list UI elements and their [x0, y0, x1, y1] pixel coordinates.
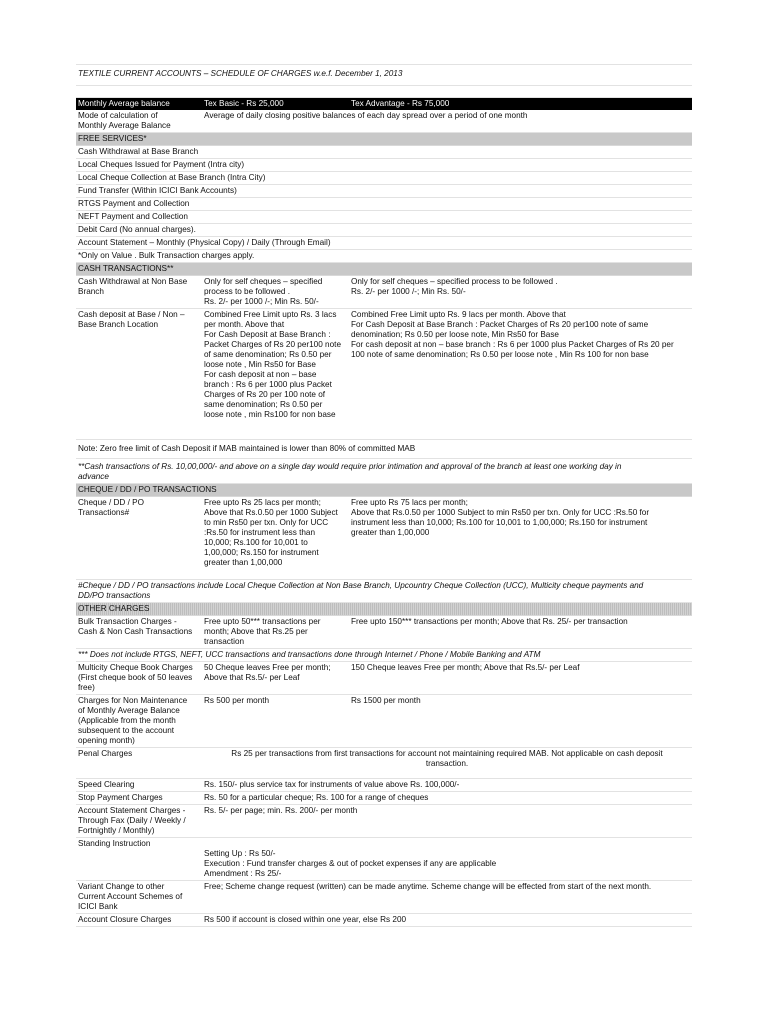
row-value: Rs 25 per transactions from first transactions for account not maintaining required MAB. Not applicable on cash deposit transaction.	[231, 749, 663, 768]
list-item: *Only on Value . Bulk Transaction charges apply.	[76, 250, 692, 263]
cash-footnote: **Cash transactions of Rs. 10,00,000/- and above on a single day would require prior intimation and approval of the branch at least one working day in advance	[78, 462, 622, 481]
table-row	[76, 748, 692, 779]
table-row	[76, 276, 692, 309]
mode-label: Mode of calculation of Monthly Average Balance	[78, 111, 171, 130]
table-row	[76, 838, 692, 881]
cash-note-row	[76, 440, 692, 459]
row-basic: Rs 500 per month	[204, 696, 270, 705]
schedule-of-charges-document	[76, 64, 692, 927]
bulk-footnote: *** Does not include RTGS, NEFT, UCC transactions and transactions done through Internet / Phone / Mobile Banking and ATM	[78, 650, 541, 659]
row-label: Standing Instruction	[78, 839, 151, 848]
row-label: Bulk Transaction Charges - Cash & Non Cash Transactions	[78, 617, 193, 636]
row-value: Rs 500 if account is closed within one year, else Rs 200	[204, 915, 407, 924]
row-label: Variant Change to other Current Account Schemes of ICICI Bank	[78, 882, 183, 911]
header-mab-label: Monthly Average balance	[78, 99, 170, 108]
row-advantage: Free upto 150*** transactions per month; Above that Rs. 25/- per transaction	[351, 617, 628, 626]
list-item: Account Statement – Monthly (Physical Copy) / Daily (Through Email)	[76, 237, 692, 250]
row-value: Rs. 50 for a particular cheque; Rs. 100 for a range of cheques	[204, 793, 429, 802]
table-row	[76, 881, 692, 914]
row-advantage: Rs 1500 per month	[351, 696, 421, 705]
bulk-footnote-row	[76, 649, 692, 662]
table-row	[76, 309, 692, 440]
table-row	[76, 805, 692, 838]
table-row	[76, 792, 692, 805]
list-item: Cash Withdrawal at Base Branch	[76, 146, 692, 159]
section-cash-transactions: CASH TRANSACTIONS**	[76, 263, 692, 276]
mode-row	[76, 110, 692, 133]
list-item: Debit Card (No annual charges).	[76, 224, 692, 237]
section-other-charges: OTHER CHARGES	[76, 603, 692, 616]
row-label: Charges for Non Maintenance of Monthly Average Balance (Applicable from the month subsequent to the account opening month)	[78, 696, 188, 745]
table-row	[76, 914, 692, 927]
row-label: Penal Charges	[78, 749, 133, 758]
row-value: Rs. 150/- plus service tax for instruments of value above Rs. 100,000/-	[204, 780, 460, 789]
list-item: Local Cheque Collection at Base Branch (Intra City)	[76, 172, 692, 185]
row-advantage: Combined Free Limit upto Rs. 9 lacs per month. Above that For Cash Deposit at Base Branch : Packet Charges of Rs 20 per100 note of same denomination; Rs 0.50 per loose note, Min Rs50 for Base For cash deposit at non – base branch : Rs 6 per 1000 plus Packet Charges of Rs 20 per 100 note of same denomination; Rs 0.50 per loose note , Min Rs 100 for non base	[351, 310, 674, 359]
section-free-services: FREE SERVICES*	[76, 133, 692, 146]
list-item: Fund Transfer (Within ICICI Bank Accounts)	[76, 185, 692, 198]
row-basic: Free upto 50*** transactions per month; Above that Rs.25 per transaction	[204, 617, 321, 646]
table-row	[76, 616, 692, 649]
row-value: Free; Scheme change request (written) can be made anytime. Scheme change will be effected from start of the next month.	[204, 882, 652, 891]
row-value: Setting Up : Rs 50/- Execution : Fund transfer charges & out of pocket expenses if any are applicable Amendment : Rs 25/-	[204, 849, 497, 878]
mode-value: Average of daily closing positive balances of each day spread over a period of one month	[204, 111, 528, 120]
row-value: Rs. 5/- per page; min. Rs. 200/- per month	[204, 806, 358, 815]
table-row	[76, 662, 692, 695]
header-tex-advantage: Tex Advantage - Rs 75,000	[351, 99, 450, 108]
cash-footnote-row	[76, 459, 692, 484]
table-row	[76, 779, 692, 792]
row-label: Account Statement Charges - Through Fax (Daily / Weekly / Fortnightly / Monthly)	[78, 806, 186, 835]
cheque-footnote-row	[76, 580, 692, 603]
section-cheque-transactions: CHEQUE / DD / PO TRANSACTIONS	[76, 484, 692, 497]
list-item: RTGS Payment and Collection	[76, 198, 692, 211]
table-row	[76, 497, 692, 580]
row-basic: Combined Free Limit upto Rs. 3 lacs per month. Above that For Cash Deposit at Base Branch : Packet Charges of Rs 20 per100 note of same denomination; Rs 0.50 per loose note , Min Rs50 for Base For cash deposit at non – base branch : Rs 6 per 1000 plus Packet Charges of Rs 20 per 100 note of same denomination; Rs 0.50 per loose note , min Rs100 for non base	[204, 310, 341, 419]
list-item: Local Cheques Issued for Payment (Intra city)	[76, 159, 692, 172]
spacer	[76, 86, 692, 98]
row-label: Cash Withdrawal at Non Base Branch	[78, 277, 188, 296]
list-item: NEFT Payment and Collection	[76, 211, 692, 224]
row-label: Account Closure Charges	[78, 915, 172, 924]
cash-note: Note: Zero free limit of Cash Deposit if MAB maintained is lower than 80% of committed MAB	[78, 444, 416, 453]
row-basic: Only for self cheques – specified process to be followed . Rs. 2/- per 1000 /-; Min Rs. 50/-	[204, 277, 323, 306]
row-label: Cash deposit at Base / Non – Base Branch Location	[78, 310, 185, 329]
row-label: Multicity Cheque Book Charges (First cheque book of 50 leaves free)	[78, 663, 193, 692]
row-advantage: Only for self cheques – specified process to be followed . Rs. 2/- per 1000 /-; Min Rs. 50/-	[351, 277, 558, 296]
row-basic: Free upto Rs 25 lacs per month; Above that Rs.0.50 per 1000 Subject to min Rs50 per txn. Only for UCC :Rs.50 for instrument less than 10,000; Rs.100 for 10,001 to 1,00,000; Rs.150 for instrument greater than 1,00,000	[204, 498, 338, 567]
cheque-footnote: #Cheque / DD / PO transactions include Local Cheque Collection at Non Base Branch, Upcountry Cheque Collection (UCC), Multicity cheque payments and DD/PO transactions	[78, 581, 644, 600]
row-advantage: 150 Cheque leaves Free per month; Above that Rs.5/- per Leaf	[351, 663, 580, 672]
table-row	[76, 695, 692, 748]
header-row	[76, 98, 692, 110]
row-label: Cheque / DD / PO Transactions#	[78, 498, 144, 517]
row-label: Stop Payment Charges	[78, 793, 163, 802]
document-title: TEXTILE CURRENT ACCOUNTS – SCHEDULE OF CHARGES w.e.f. December 1, 2013	[76, 64, 692, 86]
row-advantage: Free upto Rs 75 lacs per month; Above that Rs.0.50 per 1000 Subject to min Rs50 per txn. Only for UCC :Rs.50 for instrument less than 10,000; Rs.100 for 10,001 to 1,00,000; Rs.150 for instrument greater than 1,00,000	[351, 498, 650, 537]
header-tex-basic: Tex Basic - Rs 25,000	[204, 99, 284, 108]
row-basic: 50 Cheque leaves Free per month; Above that Rs.5/- per Leaf	[204, 663, 331, 682]
row-label: Speed Clearing	[78, 780, 135, 789]
